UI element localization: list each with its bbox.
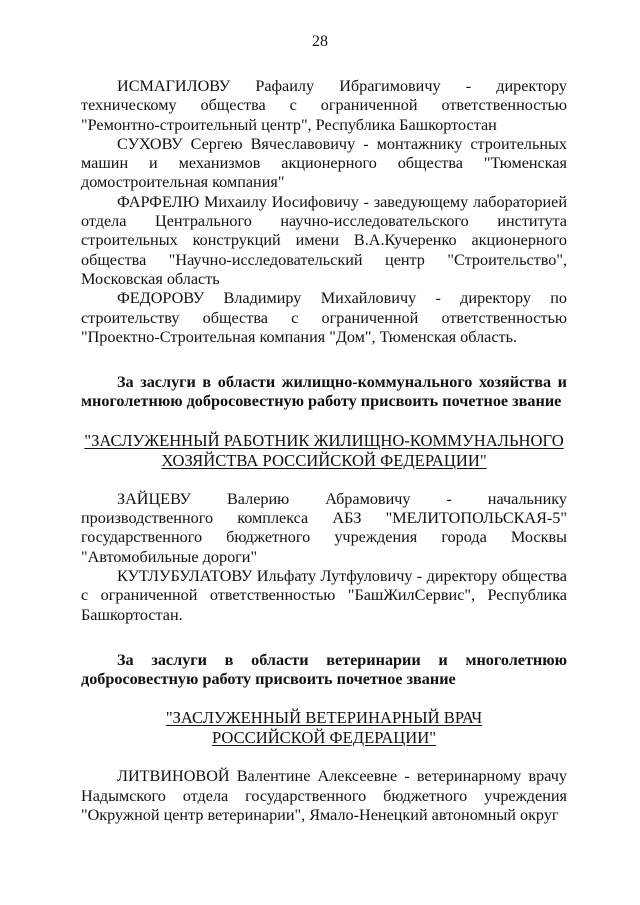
title-veterinary-line2: РОССИЙСКОЙ ФЕДЕРАЦИИ" bbox=[211, 728, 437, 748]
award-entry-zaytsev: ЗАЙЦЕВУ Валерию Абрамовичу - начальнику производственного комплекса АБЗ "МЕЛИТОПОЛЬСКАЯ-5" государственного бюджетного учреждения города Москвы "Автомобильные дороги" bbox=[81, 489, 567, 566]
page-number: 28 bbox=[312, 33, 328, 50]
award-entry-ismagilov: ИСМАГИЛОВУ Рафаилу Ибрагимовичу - директору техническому общества с ограниченной ответственностью "Ремонтно-строительный центр", Республика Башкортостан bbox=[81, 77, 567, 134]
title-veterinary-line1: "ЗАСЛУЖЕННЫЙ ВЕТЕРИНАРНЫЙ ВРАЧ bbox=[165, 708, 483, 728]
award-entry-kutlubulatov: КУТЛУБУЛАТОВУ Ильфату Лутфуловичу - директору общества с ограниченной ответственностью "БашЖилСервис", Республика Башкортостан. bbox=[81, 566, 567, 624]
section-intro-housing: За заслуги в области жилищно-коммунального хозяйства и многолетнюю добросовестную работу присвоить почетное звание bbox=[81, 373, 567, 411]
award-entry-sukhov: СУХОВУ Сергею Вячеславовичу - монтажнику строительных машин и механизмов акционерного общества "Тюменская домостроительная компания" bbox=[81, 134, 567, 192]
title-housing-line1: "ЗАСЛУЖЕННЫЙ РАБОТНИК ЖИЛИЩНО-КОММУНАЛЬНОГО bbox=[84, 430, 564, 450]
document-body bbox=[81, 77, 567, 825]
section-intro-veterinary: За заслуги в области ветеринарии и многолетнюю добросовестную работу присвоить почетное звание bbox=[81, 650, 567, 689]
title-housing-line2: ХОЗЯЙСТВА РОССИЙСКОЙ ФЕДЕРАЦИИ" bbox=[161, 450, 487, 470]
award-entry-farfel: ФАРФЕЛЮ Михаилу Иосифовичу - заведующему лабораторией отдела Центрального научно-исследовательского института строительных конструкций имени В.А.Кучеренко акционерного общества "Научно-исследовательский центр "Строительство", Московская область bbox=[81, 192, 567, 288]
award-entry-fedorov: ФЕДОРОВУ Владимиру Михайловичу - директору по строительству общества с ограниченной ответственностью "Проектно-Строительная компания "Дом", Тюменская область. bbox=[81, 289, 567, 346]
award-entry-litvinova: ЛИТВИНОВОЙ Валентине Алексеевне - ветеринарному врачу Надымского отдела государственного бюджетного учреждения "Окружной центр ветеринарии", Ямало-Ненецкий автономный округ bbox=[81, 767, 567, 825]
